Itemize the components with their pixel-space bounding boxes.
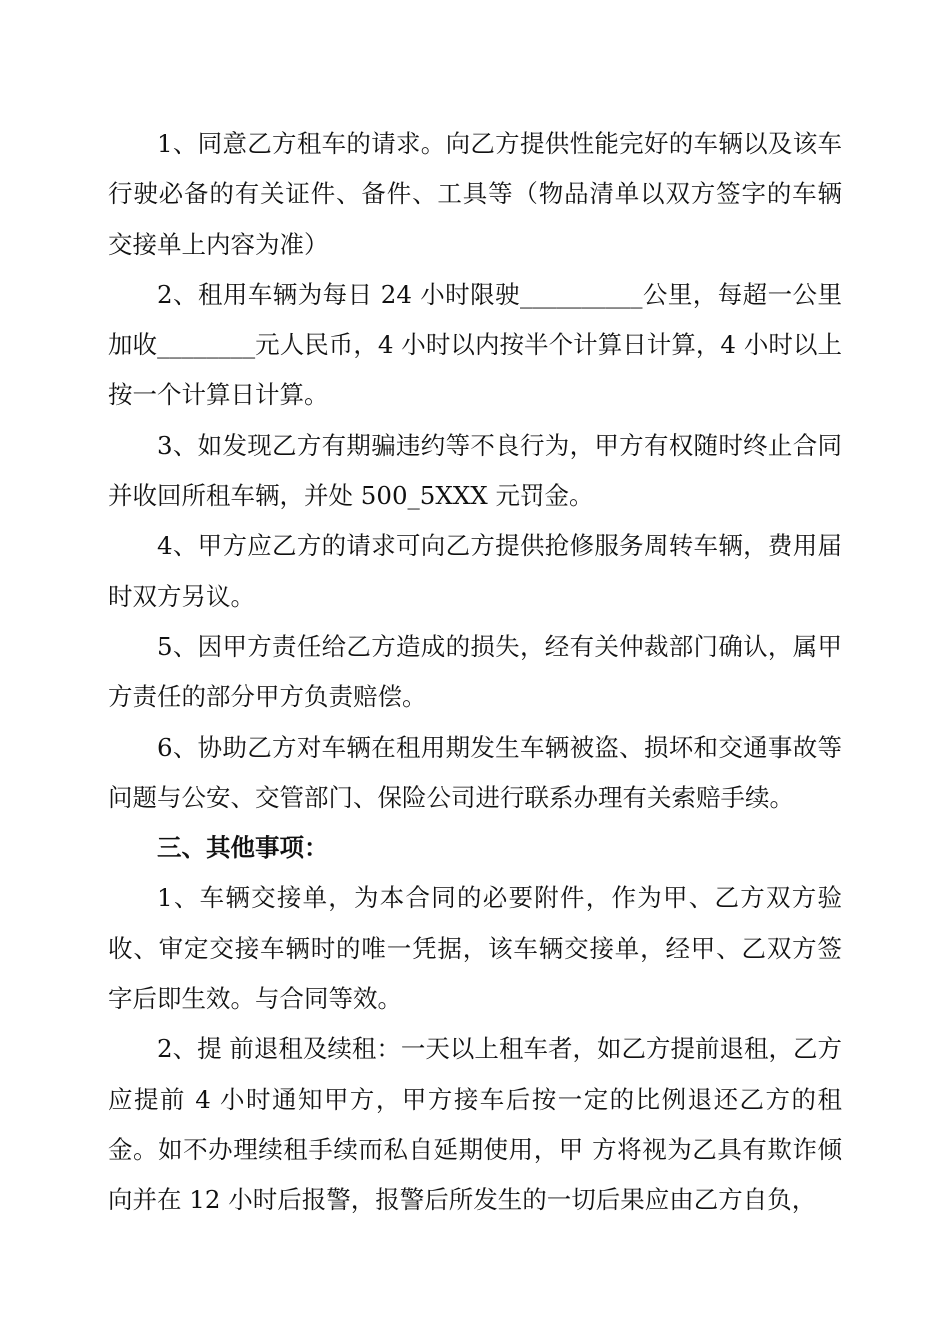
clause-5-paragraph: 5、因甲方责任给乙方造成的损失，经有关仲裁部门确认，属甲方责任的部分甲方负责赔偿。 (108, 631, 842, 712)
other-clause-1-paragraph: 1、车辆交接单，为本合同的必要附件，作为甲、乙方双方验收、审定交接车辆时的唯一凭据，该车辆交接单，经甲、乙双方签字后即生效。与合同等效。 (108, 883, 842, 1014)
document-body (108, 119, 842, 1226)
section-heading: 三、其他事项： (157, 833, 329, 863)
clause-6-paragraph: 6、协助乙方对车辆在租用期发生车辆被盗、损坏和交通事故等问题与公安、交管部门、保险公司进行联系办理有关索赔手续。 (108, 732, 842, 812)
clause-4-paragraph: 4、甲方应乙方的请求可向乙方提供抢修服务周转车辆，费用届时双方另议。 (108, 531, 842, 611)
clause-3-paragraph: 3、如发现乙方有期骗违约等不良行为，甲方有权随时终止合同并收回所租车辆，并处 500_5XXX 元罚金。 (108, 430, 842, 511)
clause-2-paragraph: 2、租用车辆为每日 24 小时限驶__________公里，每超一公里加收________元人民币，4 小时以内按半个计算日计算，4 小时以上按一个计算日计算。 (108, 279, 842, 410)
clause-1-paragraph: 1、同意乙方租车的请求。向乙方提供性能完好的车辆以及该车行驶必备的有关证件、备件、工具等（物品清单以双方签字的车辆交接单上内容为准） (108, 129, 842, 259)
other-clause-2-paragraph: 2、提 前退租及续租：一天以上租车者，如乙方提前退租，乙方应提前 4 小时通知甲方，甲方接车后按一定的比例退还乙方的租金。如不办理续租手续而私自延期使用，甲 方将视为乙具有欺诈倾向并在 12 小时后报警，报警后所发生的一切后果应由乙方自负， (108, 1034, 842, 1215)
